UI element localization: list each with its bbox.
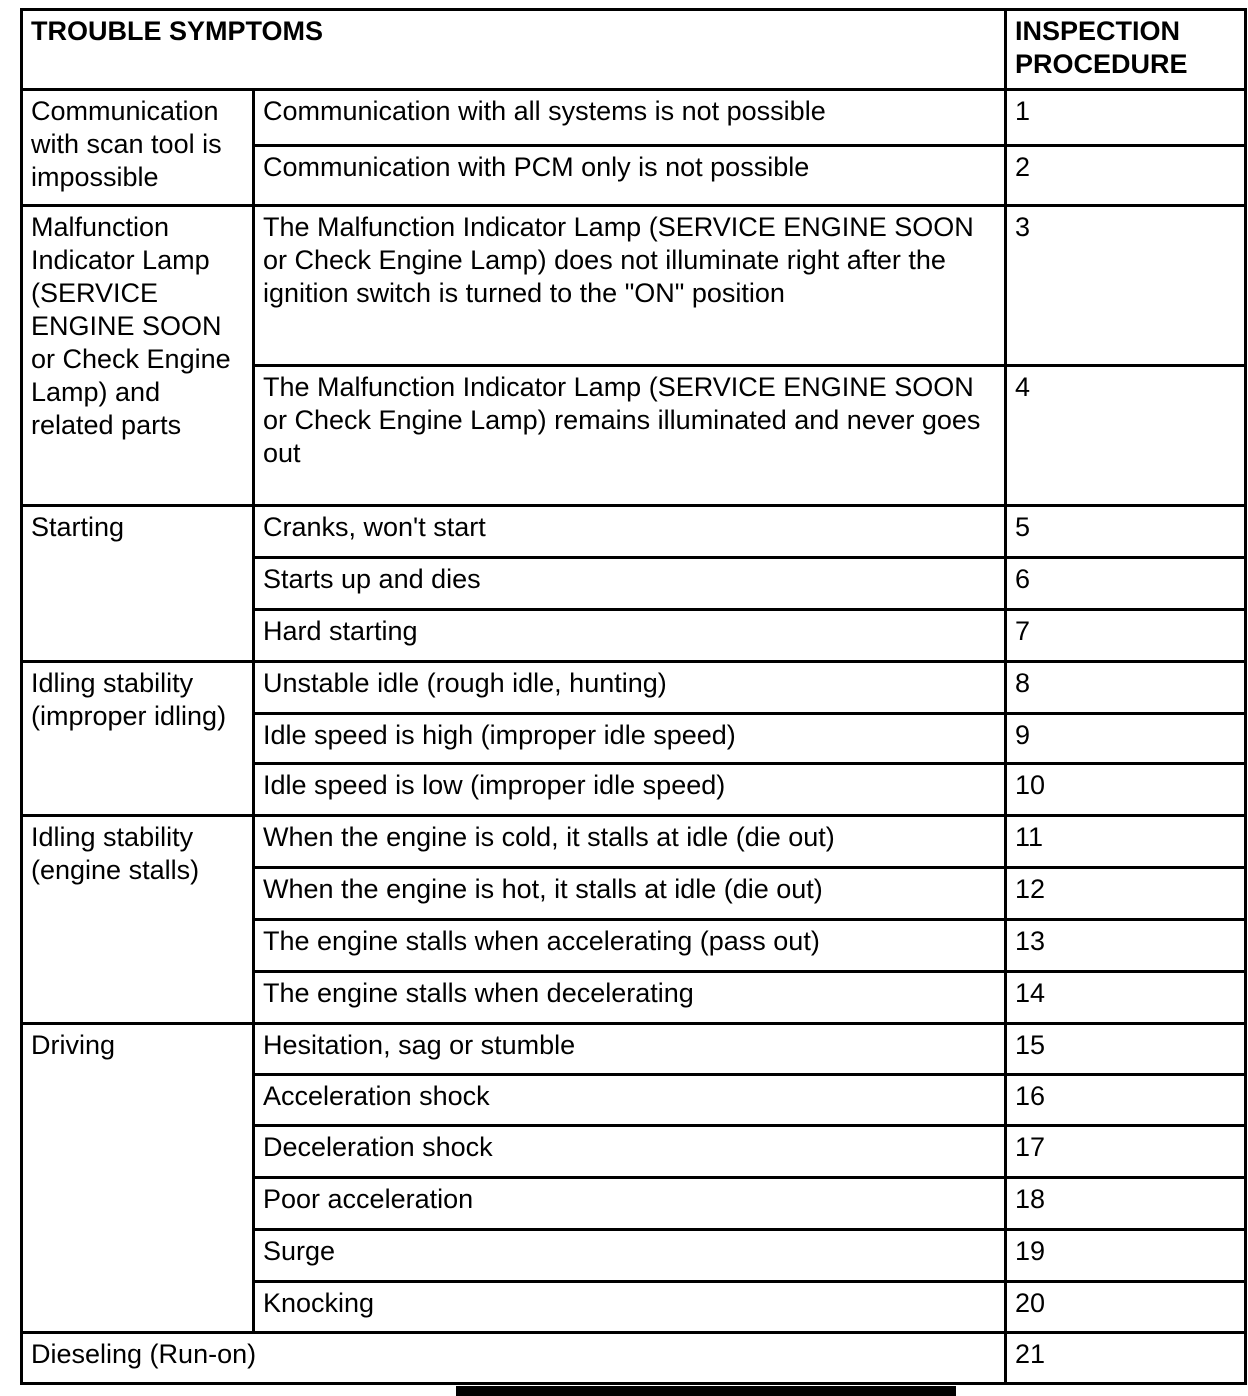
procedure-cell: 11 [1006,816,1246,868]
symptom-cell: Unstable idle (rough idle, hunting) [254,662,1006,714]
table-row [22,1333,1246,1384]
procedure-cell: 16 [1006,1075,1246,1126]
table-row [22,1024,1246,1075]
symptom-cell: Poor acceleration [254,1178,1006,1230]
next-table-top-edge [456,1386,956,1396]
procedure-cell: 10 [1006,764,1246,816]
symptom-cell: Idle speed is low (improper idle speed) [254,764,1006,816]
symptom-cell: The Malfunction Indicator Lamp (SERVICE ENGINE SOON or Check Engine Lamp) remains illuminated and never goes out [254,366,1006,506]
procedure-cell: 8 [1006,662,1246,714]
procedure-cell: 9 [1006,714,1246,764]
procedure-cell: 4 [1006,366,1246,506]
header-inspection-procedure: INSPECTION PROCEDURE [1006,10,1246,90]
procedure-cell: 1 [1006,90,1246,146]
symptom-cell: Communication with all systems is not possible [254,90,1006,146]
symptom-cell: The engine stalls when accelerating (pass out) [254,920,1006,972]
symptom-cell: Idle speed is high (improper idle speed) [254,714,1006,764]
procedure-cell: 18 [1006,1178,1246,1230]
table-row [22,506,1246,558]
procedure-cell: 7 [1006,610,1246,662]
symptom-cell: Knocking [254,1282,1006,1333]
header-row [22,10,1246,90]
table-row [22,90,1246,146]
header-trouble-symptoms: TROUBLE SYMPTOMS [22,10,1006,90]
symptom-cell: Surge [254,1230,1006,1282]
symptom-group-cell: Idling stability (improper idling) [22,662,254,816]
symptom-cell: When the engine is hot, it stalls at idle (die out) [254,868,1006,920]
symptom-group-cell: Driving [22,1024,254,1333]
symptom-cell: Cranks, won't start [254,506,1006,558]
symptom-group-cell: Idling stability (engine stalls) [22,816,254,1024]
symptom-cell: Dieseling (Run-on) [22,1333,1006,1384]
procedure-cell: 19 [1006,1230,1246,1282]
procedure-cell: 12 [1006,868,1246,920]
symptom-group-cell: Malfunction Indicator Lamp (SERVICE ENGINE SOON or Check Engine Lamp) and related parts [22,206,254,506]
table-row [22,662,1246,714]
symptom-cell: The engine stalls when decelerating [254,972,1006,1024]
procedure-cell: 15 [1006,1024,1246,1075]
symptom-cell: The Malfunction Indicator Lamp (SERVICE ENGINE SOON or Check Engine Lamp) does not illuminate right after the ignition switch is turned to the "ON" position [254,206,1006,366]
procedure-cell: 20 [1006,1282,1246,1333]
symptom-group-cell: Communication with scan tool is impossible [22,90,254,206]
trouble-symptoms-table [20,8,1247,1385]
symptom-cell: Deceleration shock [254,1126,1006,1178]
table-row [22,206,1246,366]
procedure-cell: 21 [1006,1333,1246,1384]
symptom-cell: Starts up and dies [254,558,1006,610]
symptom-cell: Communication with PCM only is not possible [254,146,1006,206]
symptom-cell: When the engine is cold, it stalls at idle (die out) [254,816,1006,868]
symptom-cell: Hard starting [254,610,1006,662]
procedure-cell: 14 [1006,972,1246,1024]
procedure-cell: 3 [1006,206,1246,366]
symptom-cell: Hesitation, sag or stumble [254,1024,1006,1075]
procedure-cell: 2 [1006,146,1246,206]
procedure-cell: 5 [1006,506,1246,558]
symptom-cell: Acceleration shock [254,1075,1006,1126]
procedure-cell: 13 [1006,920,1246,972]
procedure-cell: 6 [1006,558,1246,610]
procedure-cell: 17 [1006,1126,1246,1178]
table-row [22,816,1246,868]
symptom-group-cell: Starting [22,506,254,662]
